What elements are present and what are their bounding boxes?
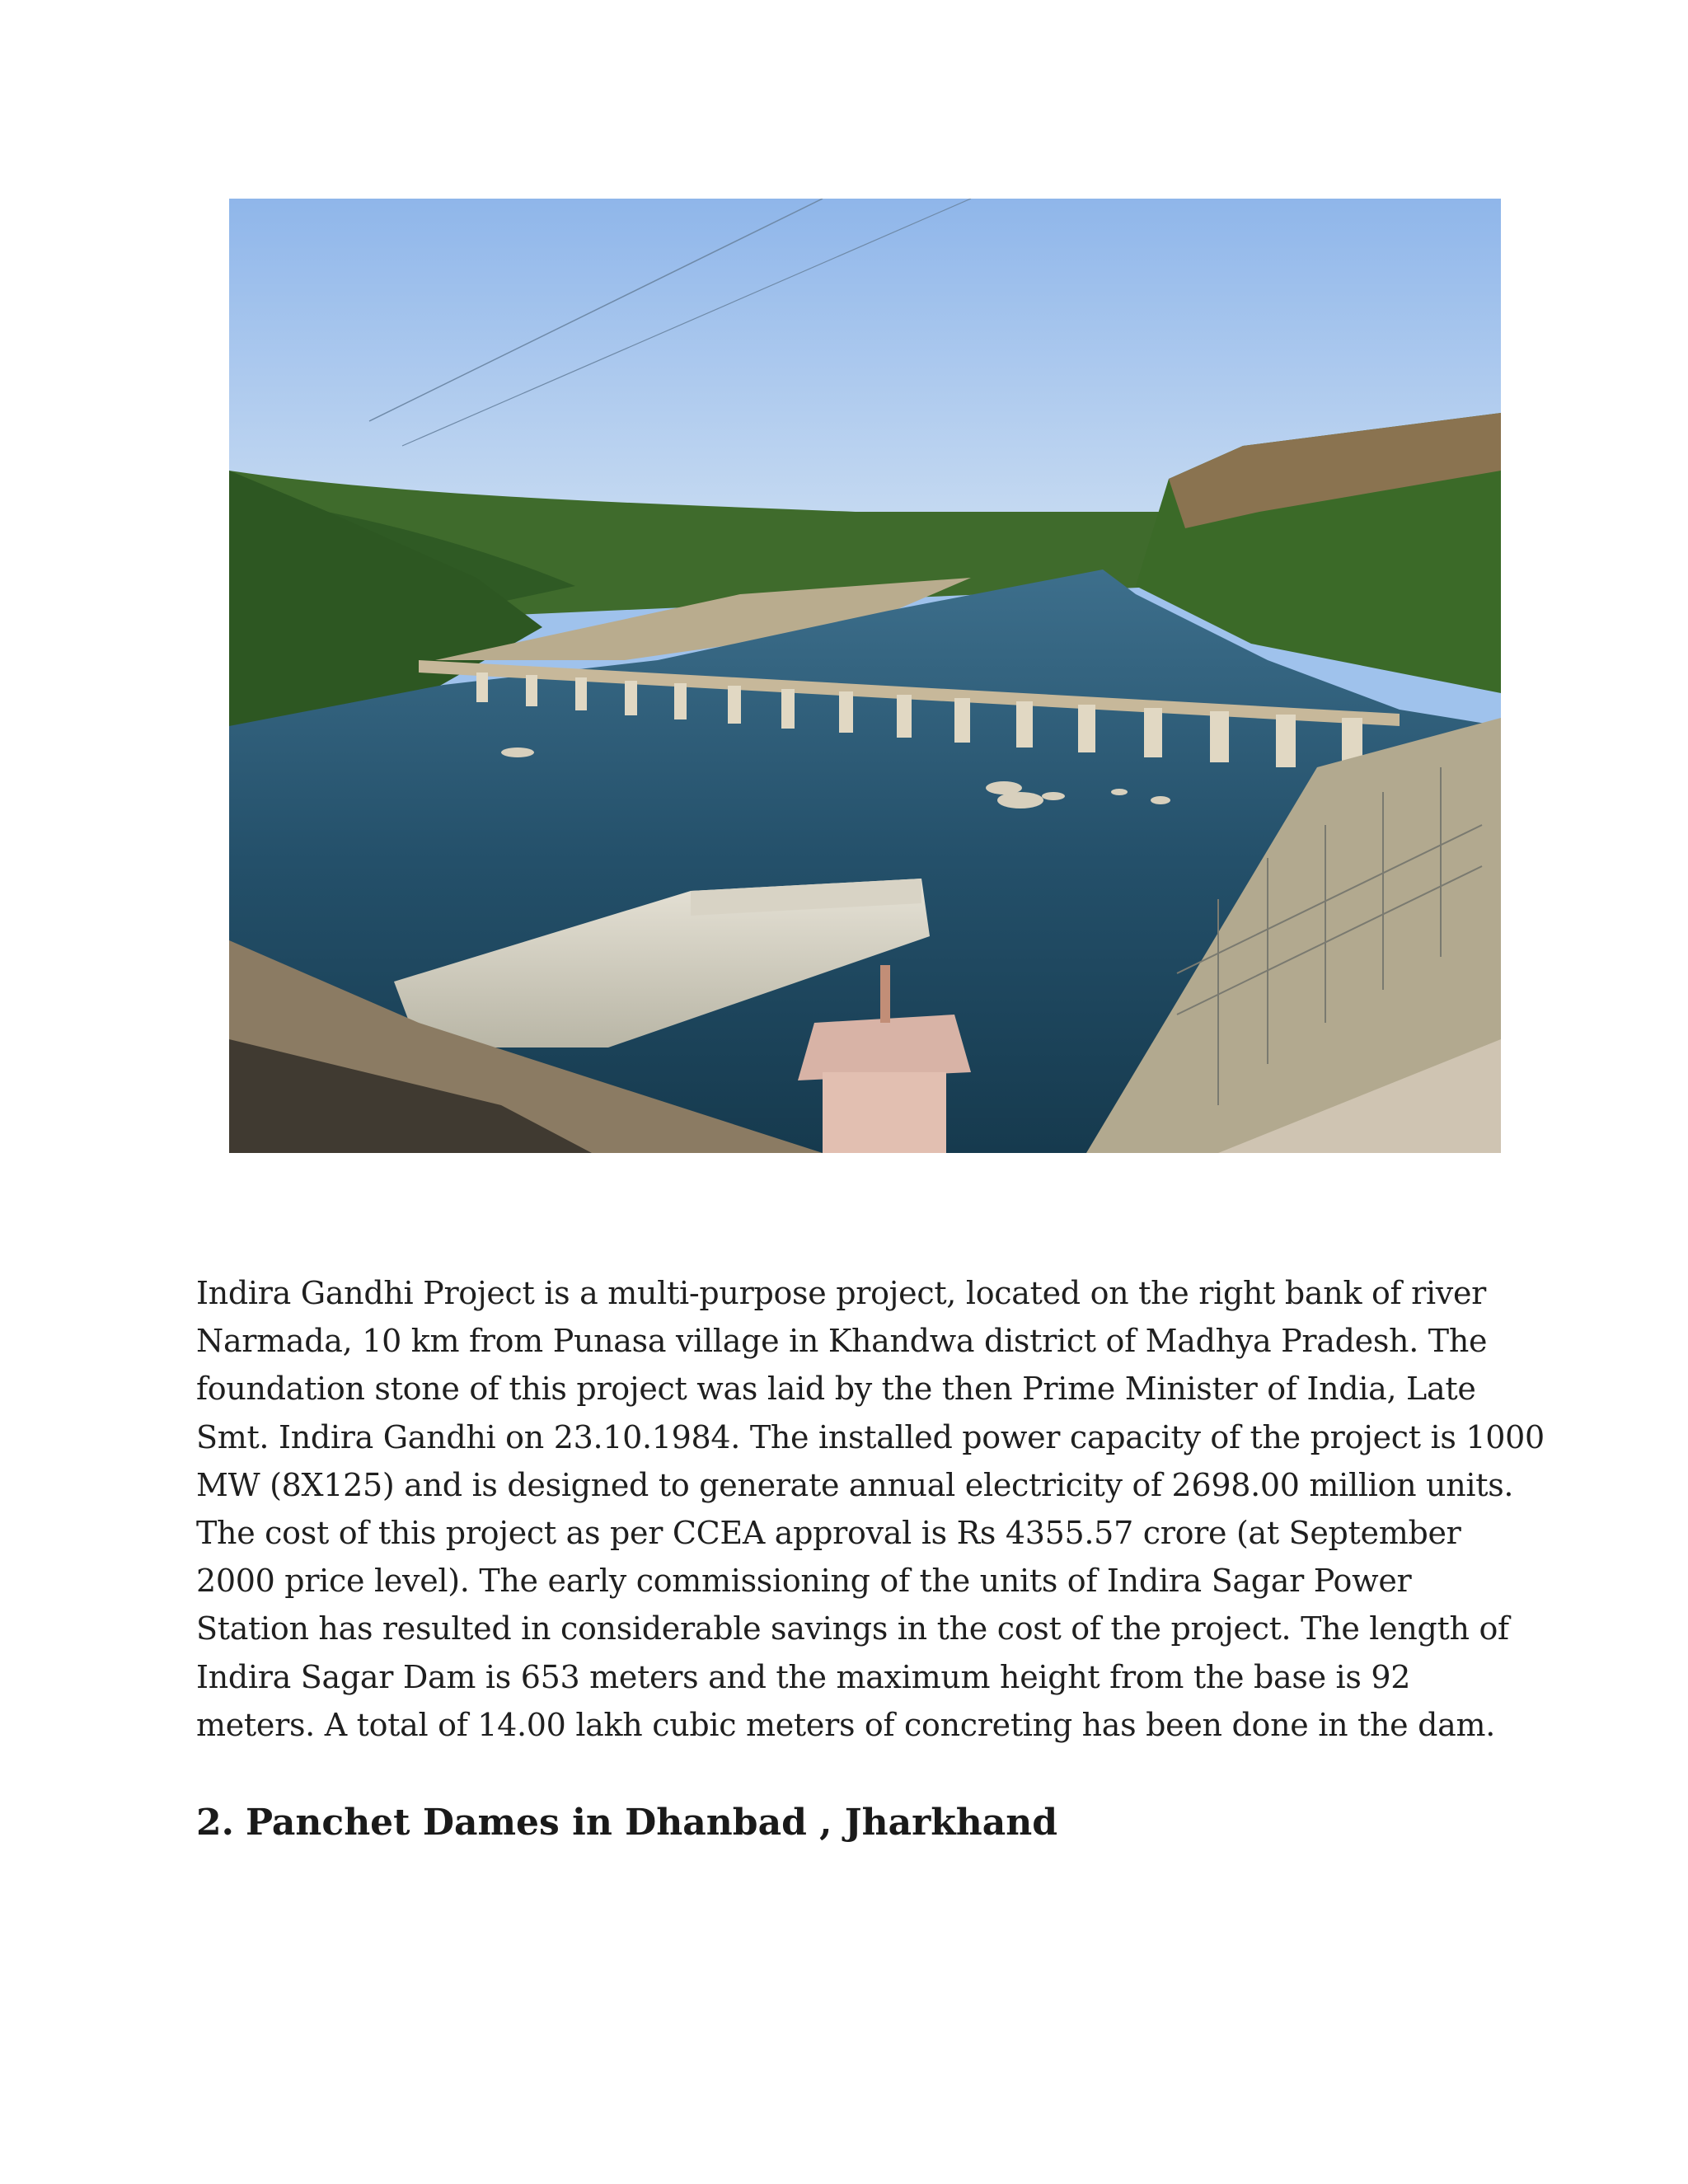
description-line: MW (8X125) and is designed to generate annual electricity of 2698.00 million units. — [196, 1466, 1514, 1503]
description-line: Station has resulted in considerable savings in the cost of the project. The length of — [196, 1610, 1509, 1647]
description-line: Indira Gandhi Project is a multi-purpose project, located on the right bank of river — [196, 1275, 1487, 1311]
section-number: 2. — [196, 1802, 234, 1844]
section-title: Panchet Dames in Dhanbad , Jharkhand — [246, 1802, 1058, 1844]
dam-photo — [229, 199, 1501, 1153]
description-line: foundation stone of this project was laid by the then Prime Minister of India, Late — [196, 1371, 1476, 1408]
dam-photo-illustration — [229, 199, 1501, 1153]
description-line: The cost of this project as per CCEA approval is Rs 4355.57 crore (at September — [196, 1515, 1461, 1552]
section-heading — [196, 1797, 1057, 1849]
project-description — [196, 1269, 1545, 1749]
description-line: Smt. Indira Gandhi on 23.10.1984. The installed power capacity of the project is 1000 — [196, 1418, 1545, 1455]
description-line: Narmada, 10 km from Punasa village in Khandwa district of Madhya Pradesh. The — [196, 1323, 1488, 1360]
description-line: meters. A total of 14.00 lakh cubic meters of concreting has been done in the dam. — [196, 1706, 1496, 1743]
description-line: 2000 price level). The early commissioning of the units of Indira Sagar Power — [196, 1563, 1412, 1600]
description-line: Indira Sagar Dam is 653 meters and the maximum height from the base is 92 — [196, 1658, 1411, 1695]
